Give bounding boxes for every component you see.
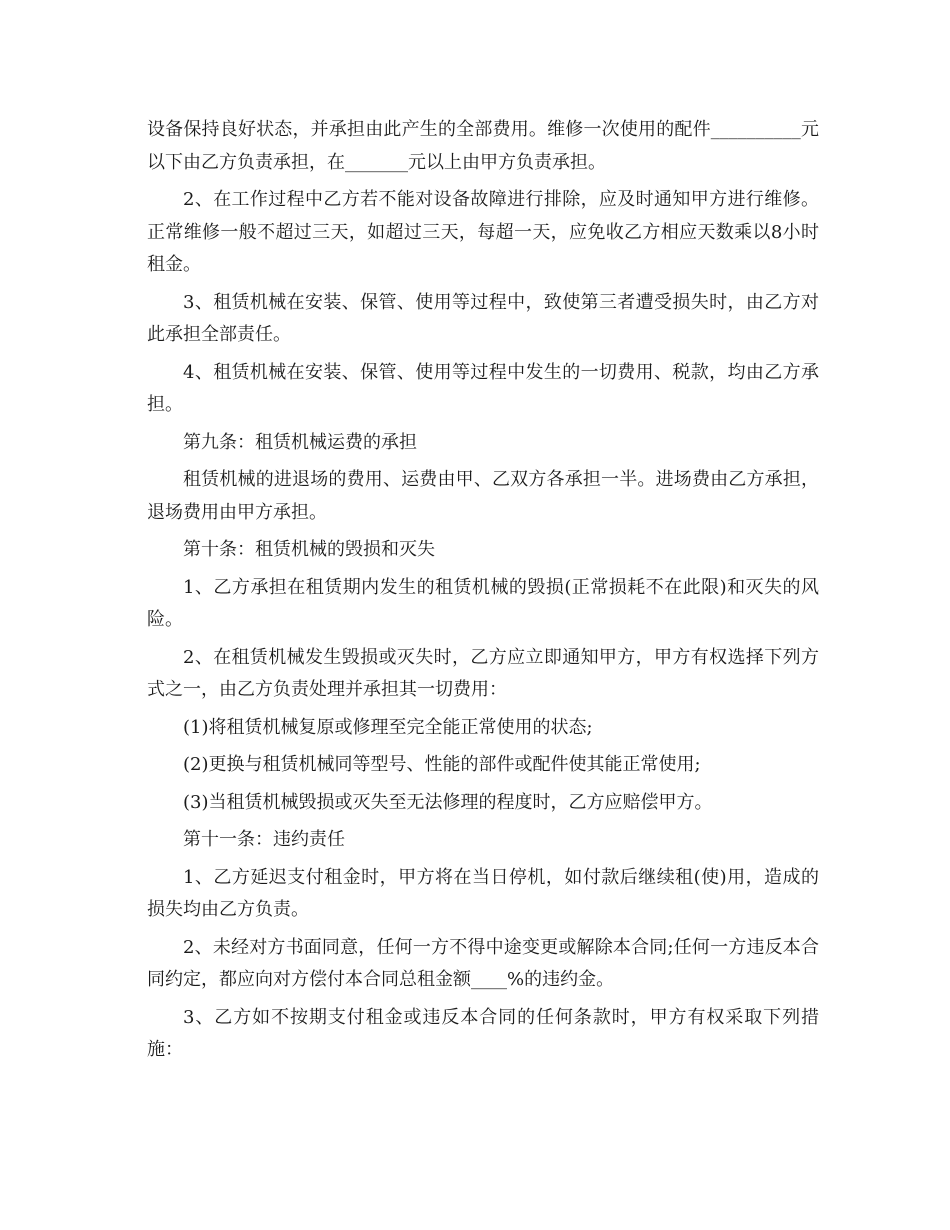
paragraph-continuation: 设备保持良好状态，并承担由此产生的全部费用。维修一次使用的配件__________元以下由乙方负责承担，在_______元以上由甲方负责承担。 — [147, 119, 819, 173]
list-item-option-2: (2)更换与租赁机械同等型号、性能的部件或配件使其能正常使用; — [183, 754, 701, 775]
section-heading-article-10: 第十条：租赁机械的毁损和灭失 — [183, 539, 435, 560]
paragraph-article-10-clause-1: 1、乙方承担在租赁期内发生的租赁机械的毁损(正常损耗不在此限)和灭失的风险。 — [147, 576, 819, 630]
paragraph-article-9-body: 租赁机械的进退场的费用、运费由甲、乙双方各承担一半。进场费由乙方承担，退场费用由甲方承担。 — [147, 469, 819, 523]
list-item-option-1: (1)将租赁机械复原或修理至完全能正常使用的状态; — [183, 716, 593, 738]
paragraph-article-11-clause-3: 3、乙方如不按期支付租金或违反本合同的任何条款时，甲方有权采取下列措施： — [147, 1006, 819, 1060]
section-heading-article-11: 第十一条：违约责任 — [183, 829, 345, 850]
list-item-option-3: (3)当租赁机械毁损或灭失至无法修理的程度时，乙方应赔偿甲方。 — [183, 791, 713, 813]
paragraph-article-11-clause-1: 1、乙方延迟支付租金时，甲方将在当日停机，如付款后继续租(使)用，造成的损失均由乙方负责。 — [147, 866, 819, 920]
document-body — [147, 114, 819, 1072]
paragraph-clause-4: 4、租赁机械在安装、保管、使用等过程中发生的一切费用、税款，均由乙方承担。 — [147, 361, 819, 415]
paragraph-article-10-clause-2: 2、在租赁机械发生毁损或灭失时，乙方应立即通知甲方，甲方有权选择下列方式之一，由乙方负责处理并承担其一切费用： — [147, 646, 819, 700]
paragraph-clause-2: 2、在工作过程中乙方若不能对设备故障进行排除，应及时通知甲方进行维修。正常维修一般不超过三天，如超过三天，每超一天，应免收乙方相应天数乘以8小时租金。 — [147, 189, 819, 275]
paragraph-clause-3: 3、租赁机械在安装、保管、使用等过程中，致使第三者遭受损失时，由乙方对此承担全部责任。 — [147, 291, 819, 345]
section-heading-article-9: 第九条：租赁机械运费的承担 — [183, 431, 417, 453]
paragraph-article-11-clause-2: 2、未经对方书面同意，任何一方不得中途变更或解除本合同;任何一方违反本合同约定，都应向对方偿付本合同总租金额____%的违约金。 — [147, 936, 819, 990]
